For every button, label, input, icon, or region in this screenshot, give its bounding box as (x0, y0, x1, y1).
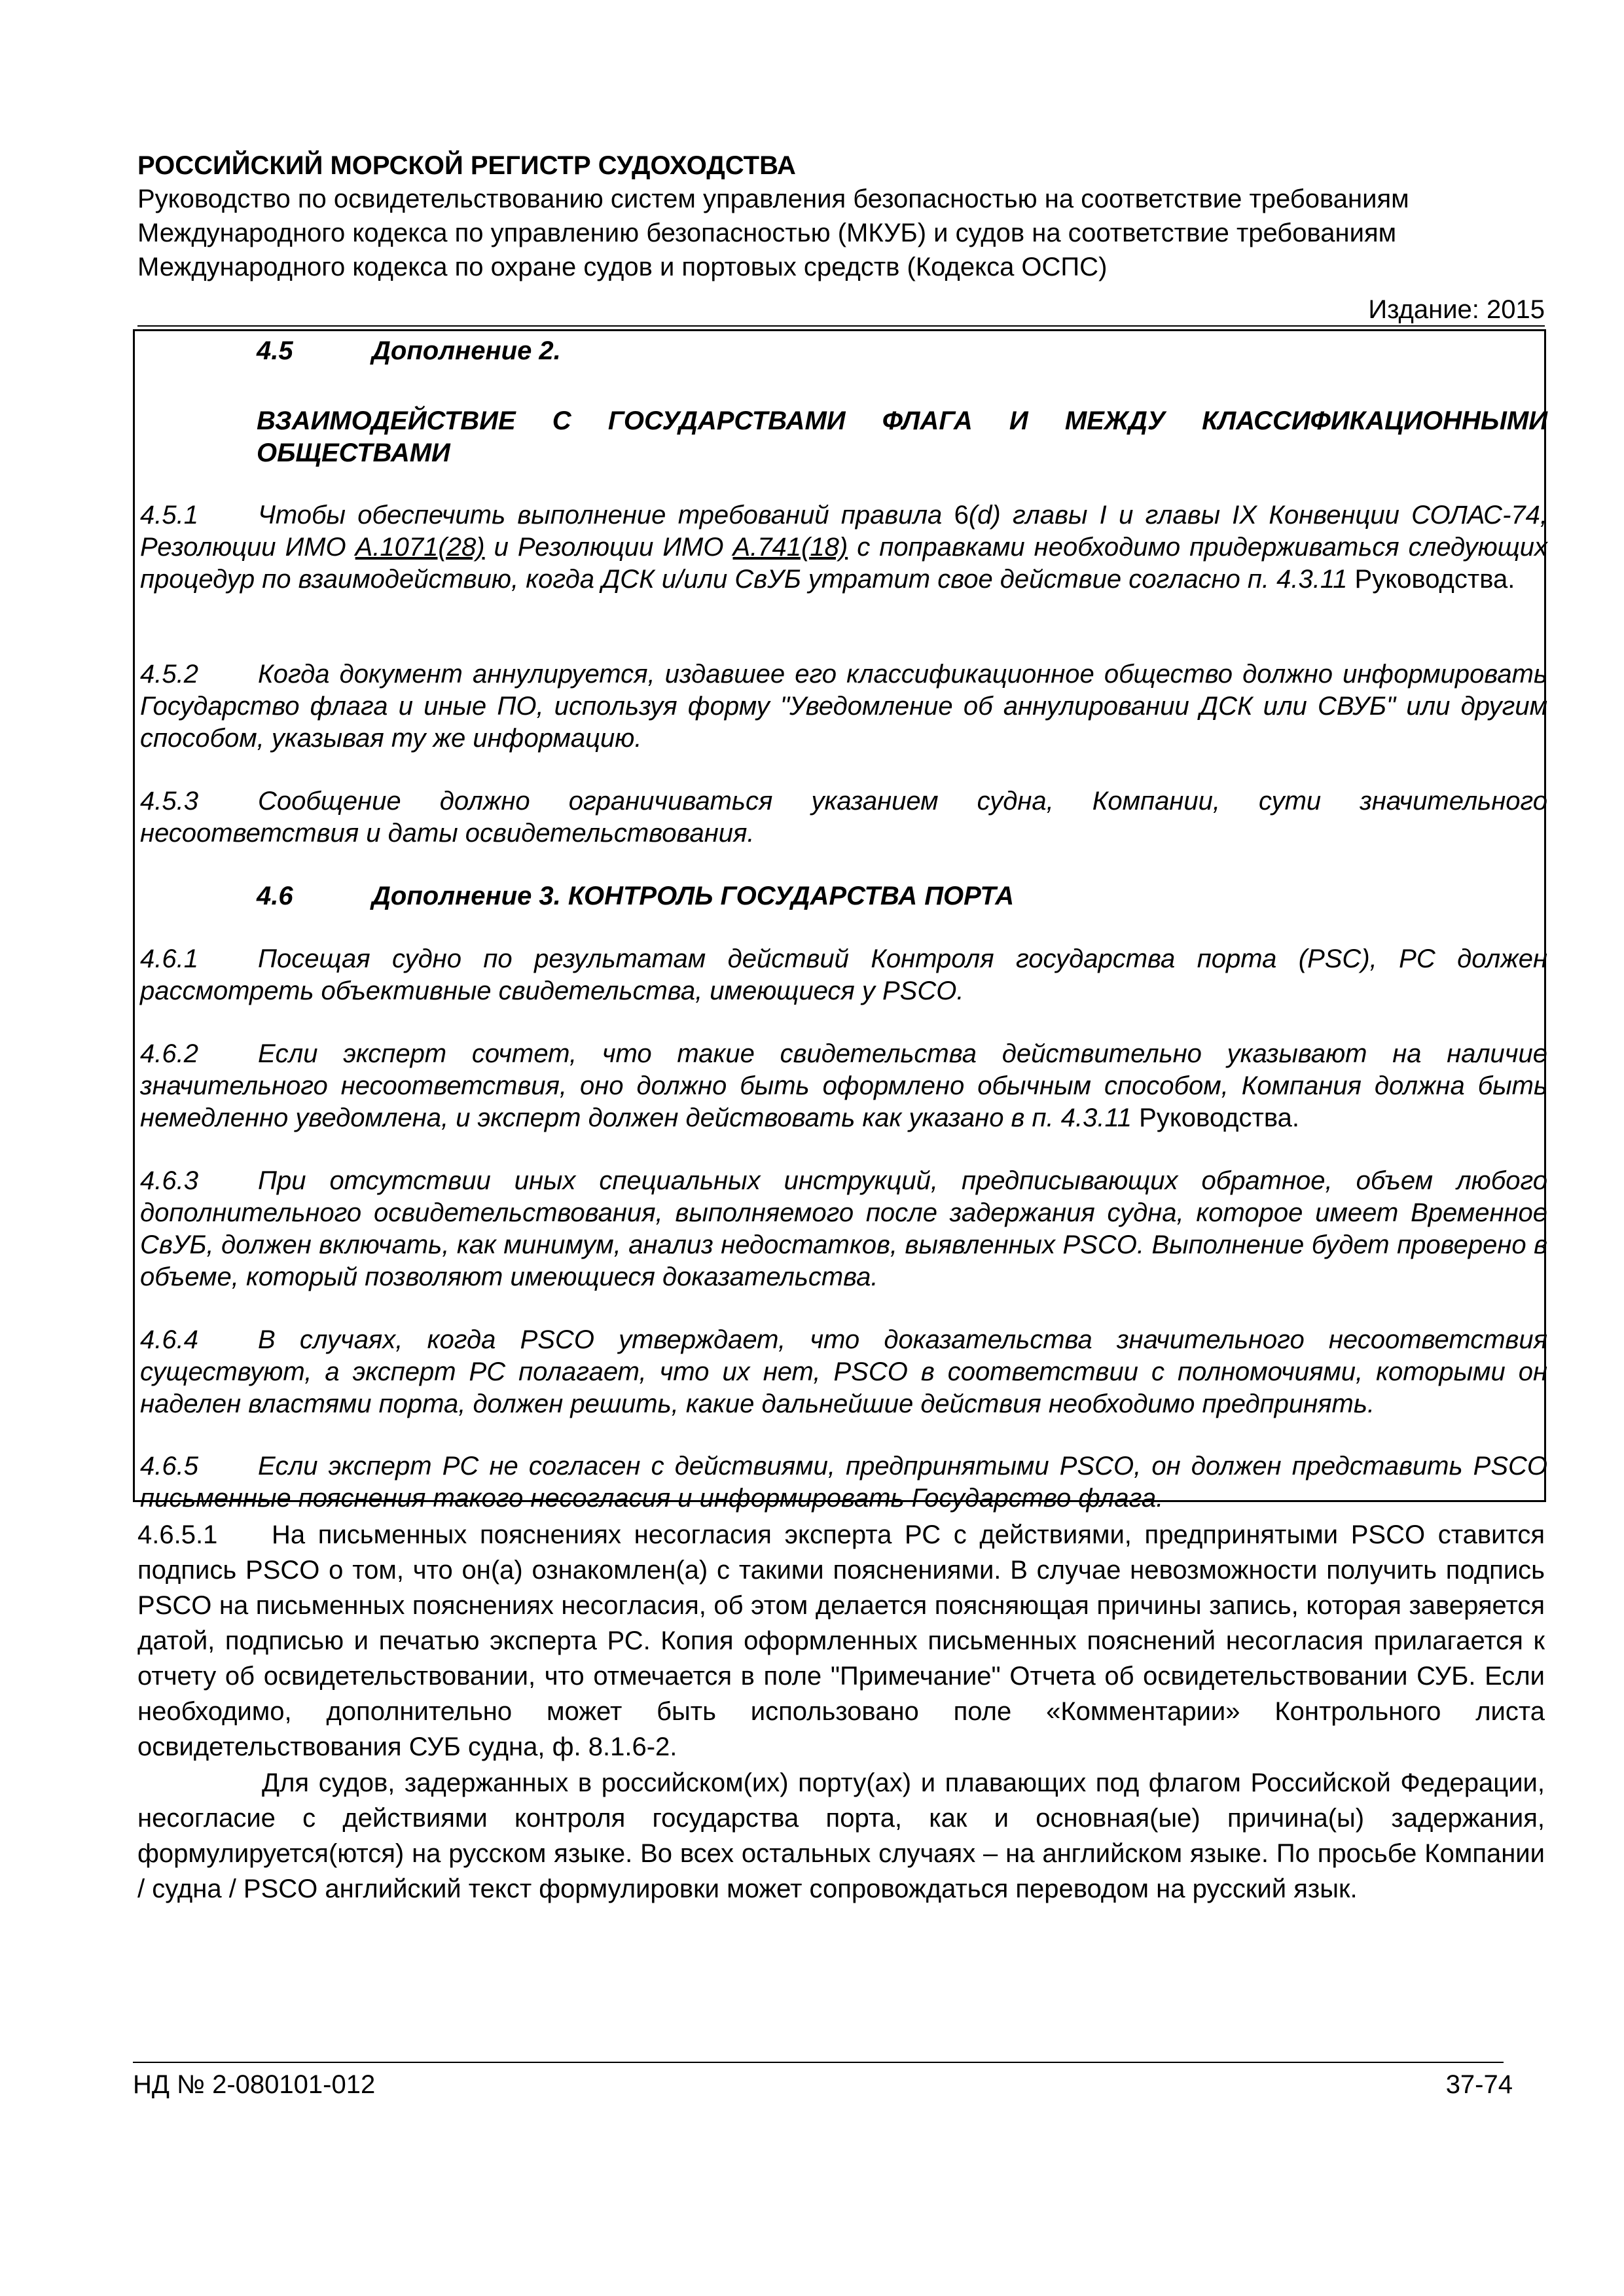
paragraph-4-6-2 (140, 1038, 1547, 1134)
section-4-5-heading (257, 335, 561, 367)
section-number: 4.5 (257, 336, 293, 365)
paragraph-text: Чтобы обеспечить выполнение требований правила (258, 501, 954, 529)
paragraph-4-6-4 (140, 1324, 1547, 1420)
header-subtitle-line-2: Международного кодекса по управлению безопасностью (МКУБ) и судов на соответствие требованиям (137, 219, 1397, 247)
section-4-5-caption-line-2: ОБЩЕСТВАМИ (257, 439, 450, 467)
paragraph-text: Если эксперт сочтет, что такие свидетельства действительно указывают на наличие значительного несоответствия, оно должно быть оформлено обычным способом, Компания должна быть немедленно уведомлена, и эксперт должен действовать как указано в п. 4.3.11 (140, 1039, 1547, 1132)
rule-number: 6 (954, 501, 969, 529)
paragraph-text: В случаях, когда PSCO утверждает, что доказательства значительного несоответствия существуют, а эксперт РС полагает, что их нет, PSCO в соответствии с полномочиями, которыми он наделен властями порта, должен решить, какие дальнейшие действия необходимо предпринять. (140, 1325, 1547, 1418)
paragraph-text: и Резолюции ИМО (484, 533, 733, 562)
paragraph-text: Сообщение должно ограничиваться указанием судна, Компании, сути значительного несоответствия и даты освидетельствования. (140, 787, 1547, 848)
paragraph-text: Когда документ аннулируется, издавшее его классификационное общество должно информировать Государство флага и иные ПО, используя форму "Уведомление об аннулировании ДСК или СВУБ" или другим способом, указывая ту же информацию. (140, 660, 1547, 753)
paragraph-4-5-2 (140, 658, 1547, 755)
paragraph-number: 4.6.3 (140, 1166, 198, 1195)
header-subtitle-line-1: Руководство по освидетельствованию систем управления безопасностью на соответствие требованиям (137, 185, 1409, 213)
page-header (137, 149, 1545, 284)
paragraph-number: 4.6.5 (140, 1452, 198, 1480)
paragraph-text: Если эксперт РС не согласен с действиями, предпринятыми PSCO, он должен представить PSCO письменные пояснения такого несогласия и информировать Государство флага. (140, 1452, 1547, 1513)
paragraph-4-6-3 (140, 1165, 1547, 1293)
section-title: Дополнение 3. КОНТРОЛЬ ГОСУДАРСТВА ПОРТА (372, 882, 1015, 910)
page-number: 37-74 (1445, 2070, 1513, 2099)
footer-divider (133, 2062, 1504, 2063)
resolution-link-a1071[interactable]: A.1071(28) (355, 533, 485, 562)
guide-reference: Руководства. (1139, 1103, 1300, 1132)
section-4-5-caption-line-1: ВЗАИМОДЕЙСТВИЕ С ГОСУДАРСТВАМИ ФЛАГА И МЕЖДУ КЛАССИФИКАЦИОННЫМИ (257, 406, 1547, 435)
section-4-6-heading (257, 880, 1014, 912)
paragraph-text: (d) главы I и главы IX Конвенции СОЛАС-74, Резолюции ИМО (140, 501, 1547, 562)
paragraph-4-6-1 (140, 943, 1547, 1007)
section-number: 4.6 (257, 882, 293, 910)
organization-name: РОССИЙСКИЙ МОРСКОЙ РЕГИСТР СУДОХОДСТВА (137, 151, 796, 180)
paragraph-number: 4.6.4 (140, 1325, 198, 1354)
guide-reference: Руководства. (1354, 565, 1515, 594)
header-divider (137, 325, 1545, 327)
document-number: НД № 2-080101-012 (133, 2070, 376, 2099)
paragraph-number: 4.5.1 (140, 501, 198, 529)
paragraph-text: При отсутствии иных специальных инструкций, предписывающих обратное, объем любого дополнительного освидетельствования, выполняемого после задержания судна, которое имеет Временное СвУБ, должен включать, как минимум, анализ недостатков, выявленных PSCO. Выполнение будет проверено в объеме, который позволяют имеющиеся доказательства. (140, 1166, 1547, 1291)
section-title: Дополнение 2. (372, 336, 561, 365)
paragraph-number: 4.6.1 (140, 944, 198, 973)
paragraph-language-note: Для судов, задержанных в российском(их) порту(ах) и плавающих под флагом Российской Федерации, несогласие с действиями контроля государства порта, как и основная(ые) причина(ы) задержания, формулируется(ются) на русском языке. Во всех остальных случаях – на английском языке. По просьбе Компании / судна / PSCO английский текст формулировки может сопровождаться переводом на русский язык. (137, 1768, 1545, 1903)
paragraph-number: 4.5.2 (140, 660, 198, 689)
paragraph-text: с поправками необходимо придерживаться следующих процедур по взаимодействию, когда ДСК и/или СвУБ утратит свое действие согласно п. 4.3.11 (140, 533, 1548, 594)
paragraph-number: 4.6.5.1 (137, 1520, 218, 1549)
paragraph-text: На письменных пояснениях несогласия эксперта РС с действиями, предпринятыми PSCO ставится подпись PSCO о том, что он(а) ознакомлен(а) с такими пояснениями. В случае невозможности получить подпись PSCO на письменных пояснениях несогласия, об этом делается поясняющая причины запись, которая заверяется датой, подписью и печатью эксперта РС. Копия оформленных письменных пояснений несогласия прилагается к отчету об освидетельствовании, что отмечается в поле "Примечание" Отчета об освидетельствовании СУБ. Если необходимо, дополнительно может быть использовано поле «Комментарии» Контрольного листа освидетельствования СУБ судна, ф. 8.1.6-2. (137, 1520, 1545, 1761)
paragraph-4-6-5-1 (137, 1517, 1545, 1765)
resolution-link-a741[interactable]: A.741(18) (732, 533, 848, 562)
header-subtitle-line-3: Международного кодекса по охране судов и портовых средств (Кодекса ОСПС) (137, 253, 1108, 281)
paragraph-4-5-1 (140, 499, 1547, 596)
paragraph-4-6-5 (140, 1450, 1547, 1515)
paragraph-text: Посещая судно по результатам действий Контроля государства порта (PSC), РС должен рассмотреть объективные свидетельства, имеющиеся у PSCO. (140, 944, 1547, 1005)
paragraph-number: 4.6.2 (140, 1039, 198, 1068)
edition-label: Издание: 2015 (1368, 295, 1545, 324)
paragraph-4-5-3 (140, 785, 1547, 850)
paragraph-number: 4.5.3 (140, 787, 198, 816)
